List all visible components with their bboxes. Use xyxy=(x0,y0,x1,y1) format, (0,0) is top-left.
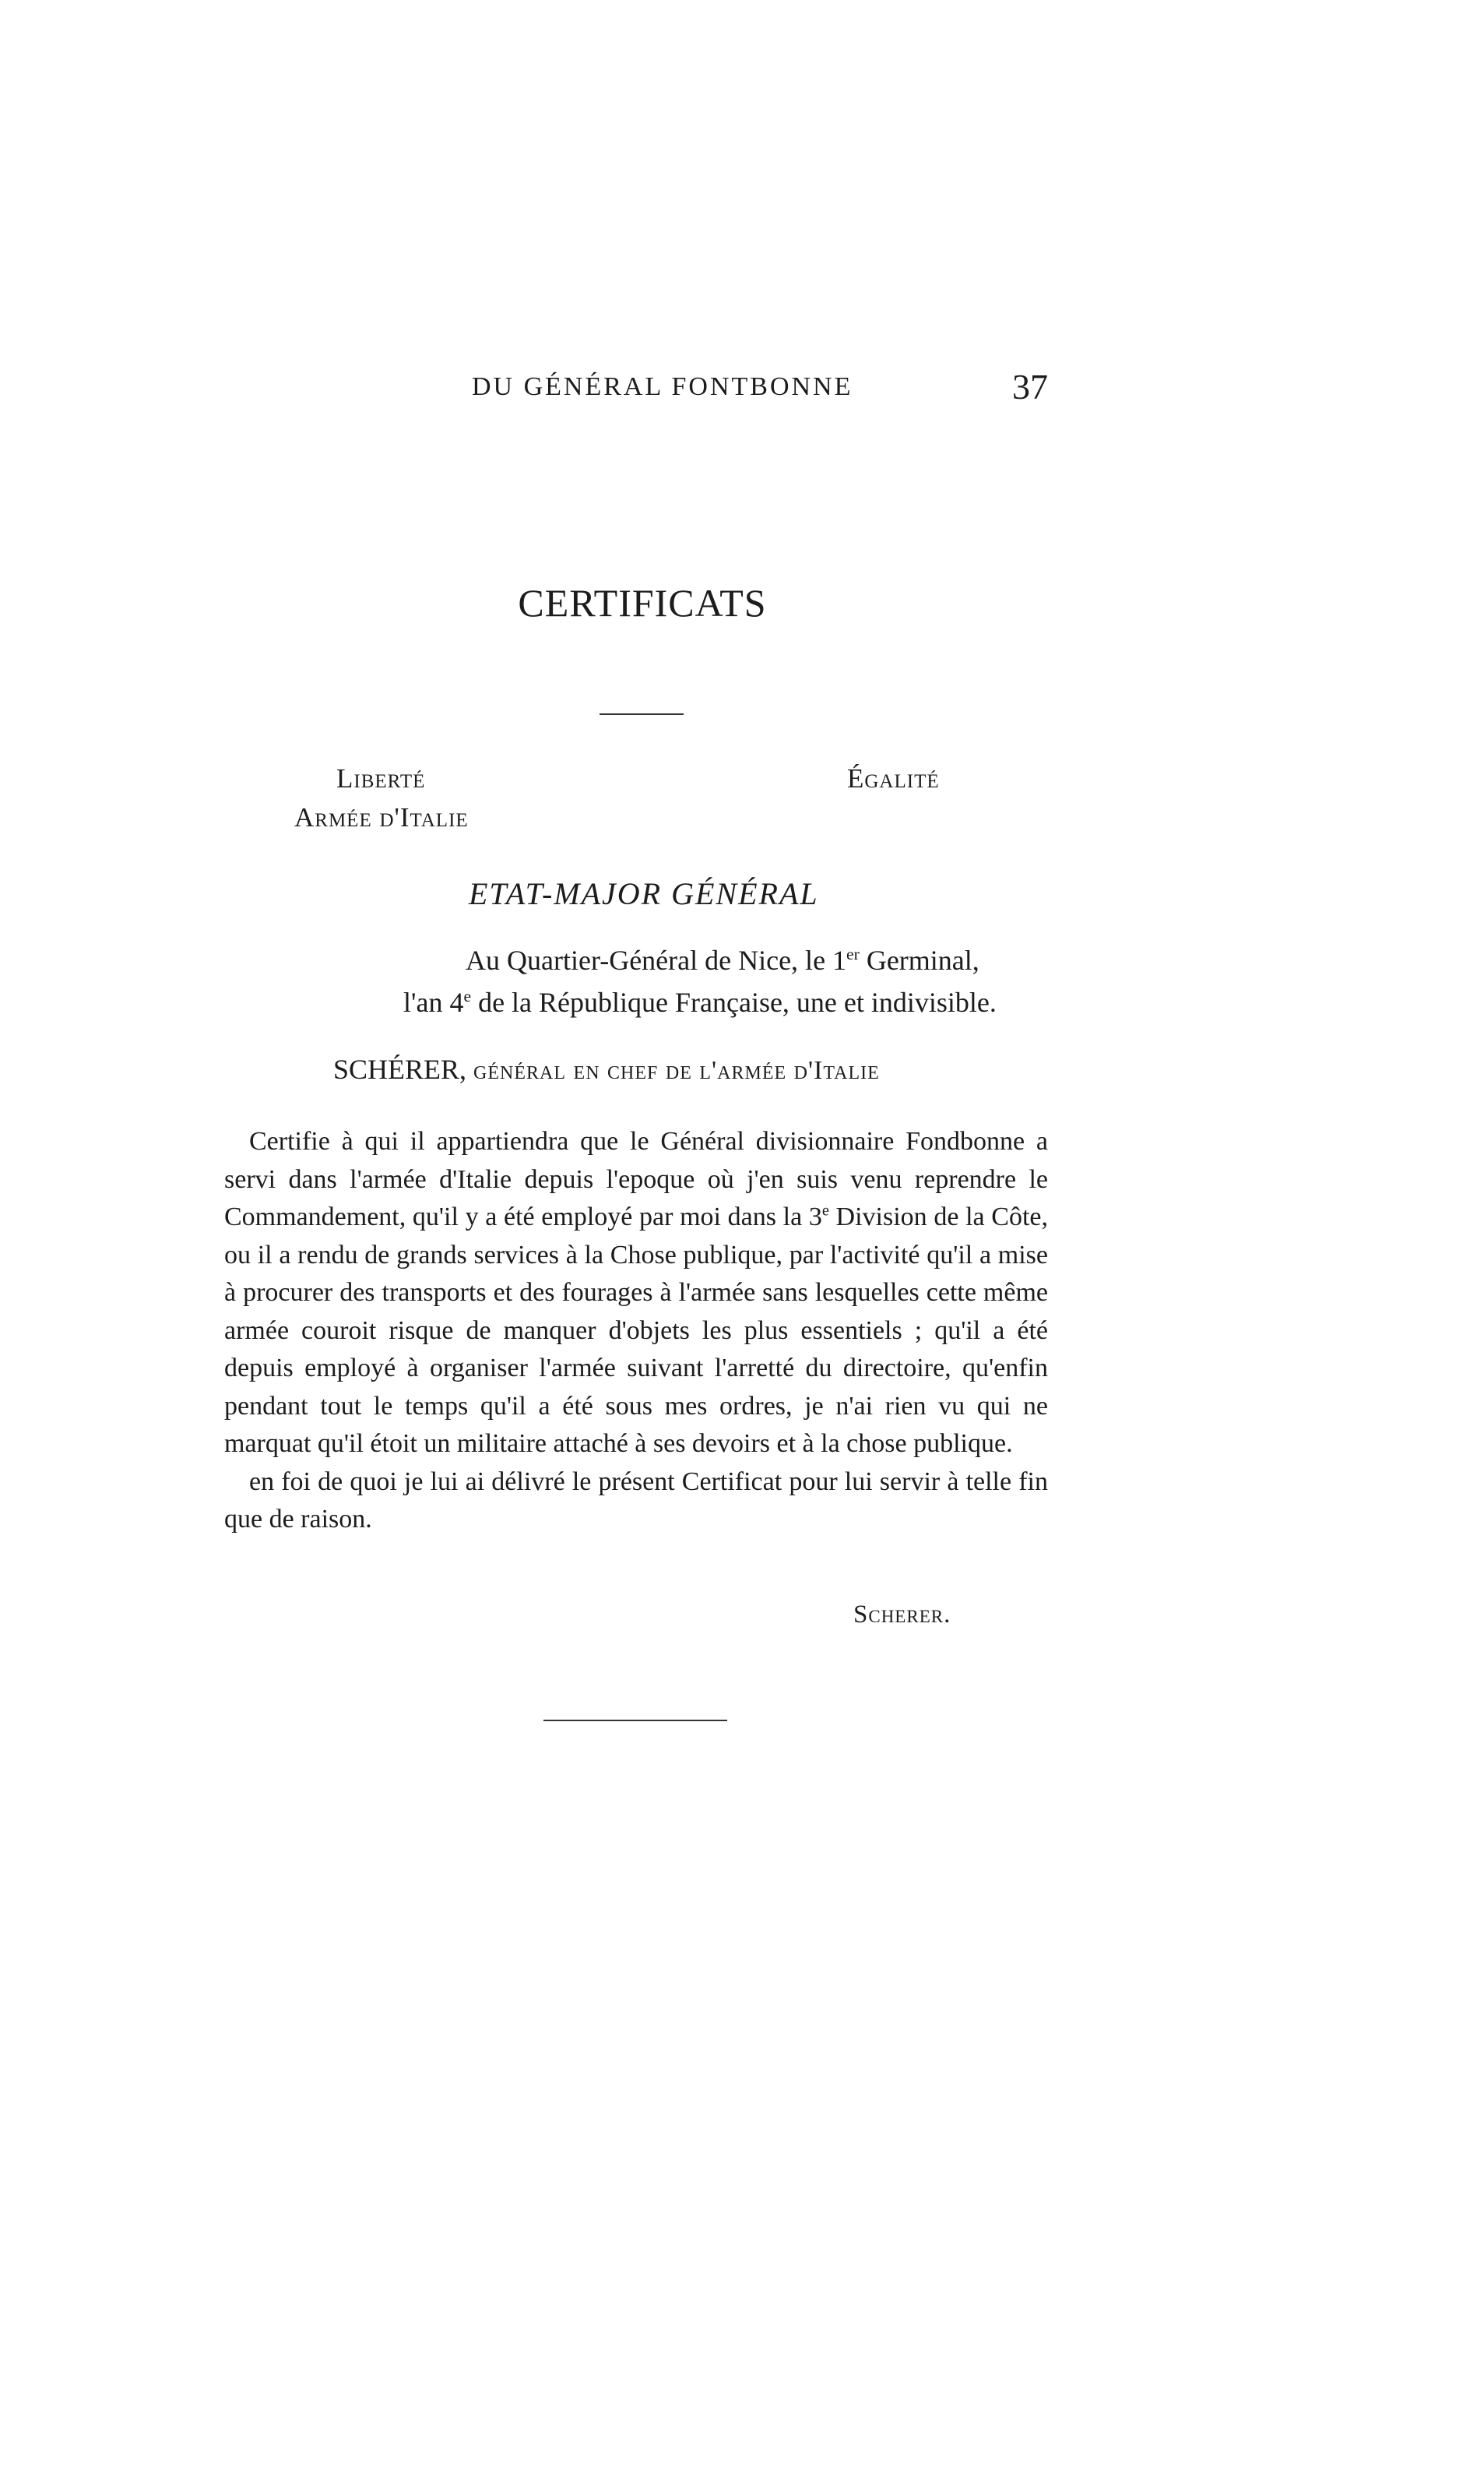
date-line-2-before: l'an 4 xyxy=(403,987,464,1018)
divider-rule-top xyxy=(600,713,684,715)
date-line-1 xyxy=(466,944,979,977)
body-p1-sup: e xyxy=(821,1202,829,1220)
issuer-name: SCHÉRER, xyxy=(333,1054,467,1085)
header-egalite: Égalité xyxy=(847,763,940,794)
header-liberte: Liberté xyxy=(336,763,426,794)
page-number: 37 xyxy=(1012,367,1048,407)
signature: Scherer. xyxy=(853,1600,951,1629)
date-line-1-before: Au Quartier-Général de Nice, le 1 xyxy=(466,945,847,976)
header-armee: Armée d'Italie xyxy=(294,802,469,833)
certificate-body xyxy=(224,1123,1048,1539)
running-head: DU GÉNÉRAL FONTBONNE xyxy=(472,372,853,401)
body-p1-a: Certifie à qui il appartiendra que le Général divisionnaire Fondbonne a servi dans l'armée d'Italie depuis l'epoque où j'en suis venu reprendre le Commandement, qu'il y a été employé par moi dans la 3 xyxy=(224,1127,1048,1231)
section-title: CERTIFICATS xyxy=(518,581,767,625)
divider-rule-bottom xyxy=(543,1720,727,1721)
date-line-2-sup: e xyxy=(463,987,472,1005)
issuer-title: général en chef de l'armée d'Italie xyxy=(473,1056,880,1085)
date-line-2-after: de la République Française, une et indivisible. xyxy=(471,987,997,1018)
etat-major-heading: ETAT-MAJOR GÉNÉRAL xyxy=(469,876,819,911)
date-line-2 xyxy=(403,986,997,1019)
body-paragraph-2: en foi de quoi je lui ai délivré le présent Certificat pour lui servir à telle fin que de raison. xyxy=(224,1467,1048,1534)
body-paragraph-1 xyxy=(224,1123,1048,1463)
body-p1-b: Division de la Côte, ou il a rendu de grands services à la Chose publique, par l'activité qu'il a mise à procurer des transports et des fourages à l'armée sans lesquelles cette même armée couroit risque de manquer d'objets les plus essentiels ; qu'il a été depuis employé à organiser l'armée suivant l'arretté du directoire, qu'enfin pendant tout le temps qu'il a été sous mes ordres, je n'ai rien vu qui ne marquat qu'il étoit un militaire attaché à ses devoirs et à la chose publique. xyxy=(224,1203,1049,1458)
issuer-line xyxy=(333,1053,880,1086)
date-line-1-after: Germinal, xyxy=(859,945,979,976)
date-line-1-sup: er xyxy=(846,945,860,963)
